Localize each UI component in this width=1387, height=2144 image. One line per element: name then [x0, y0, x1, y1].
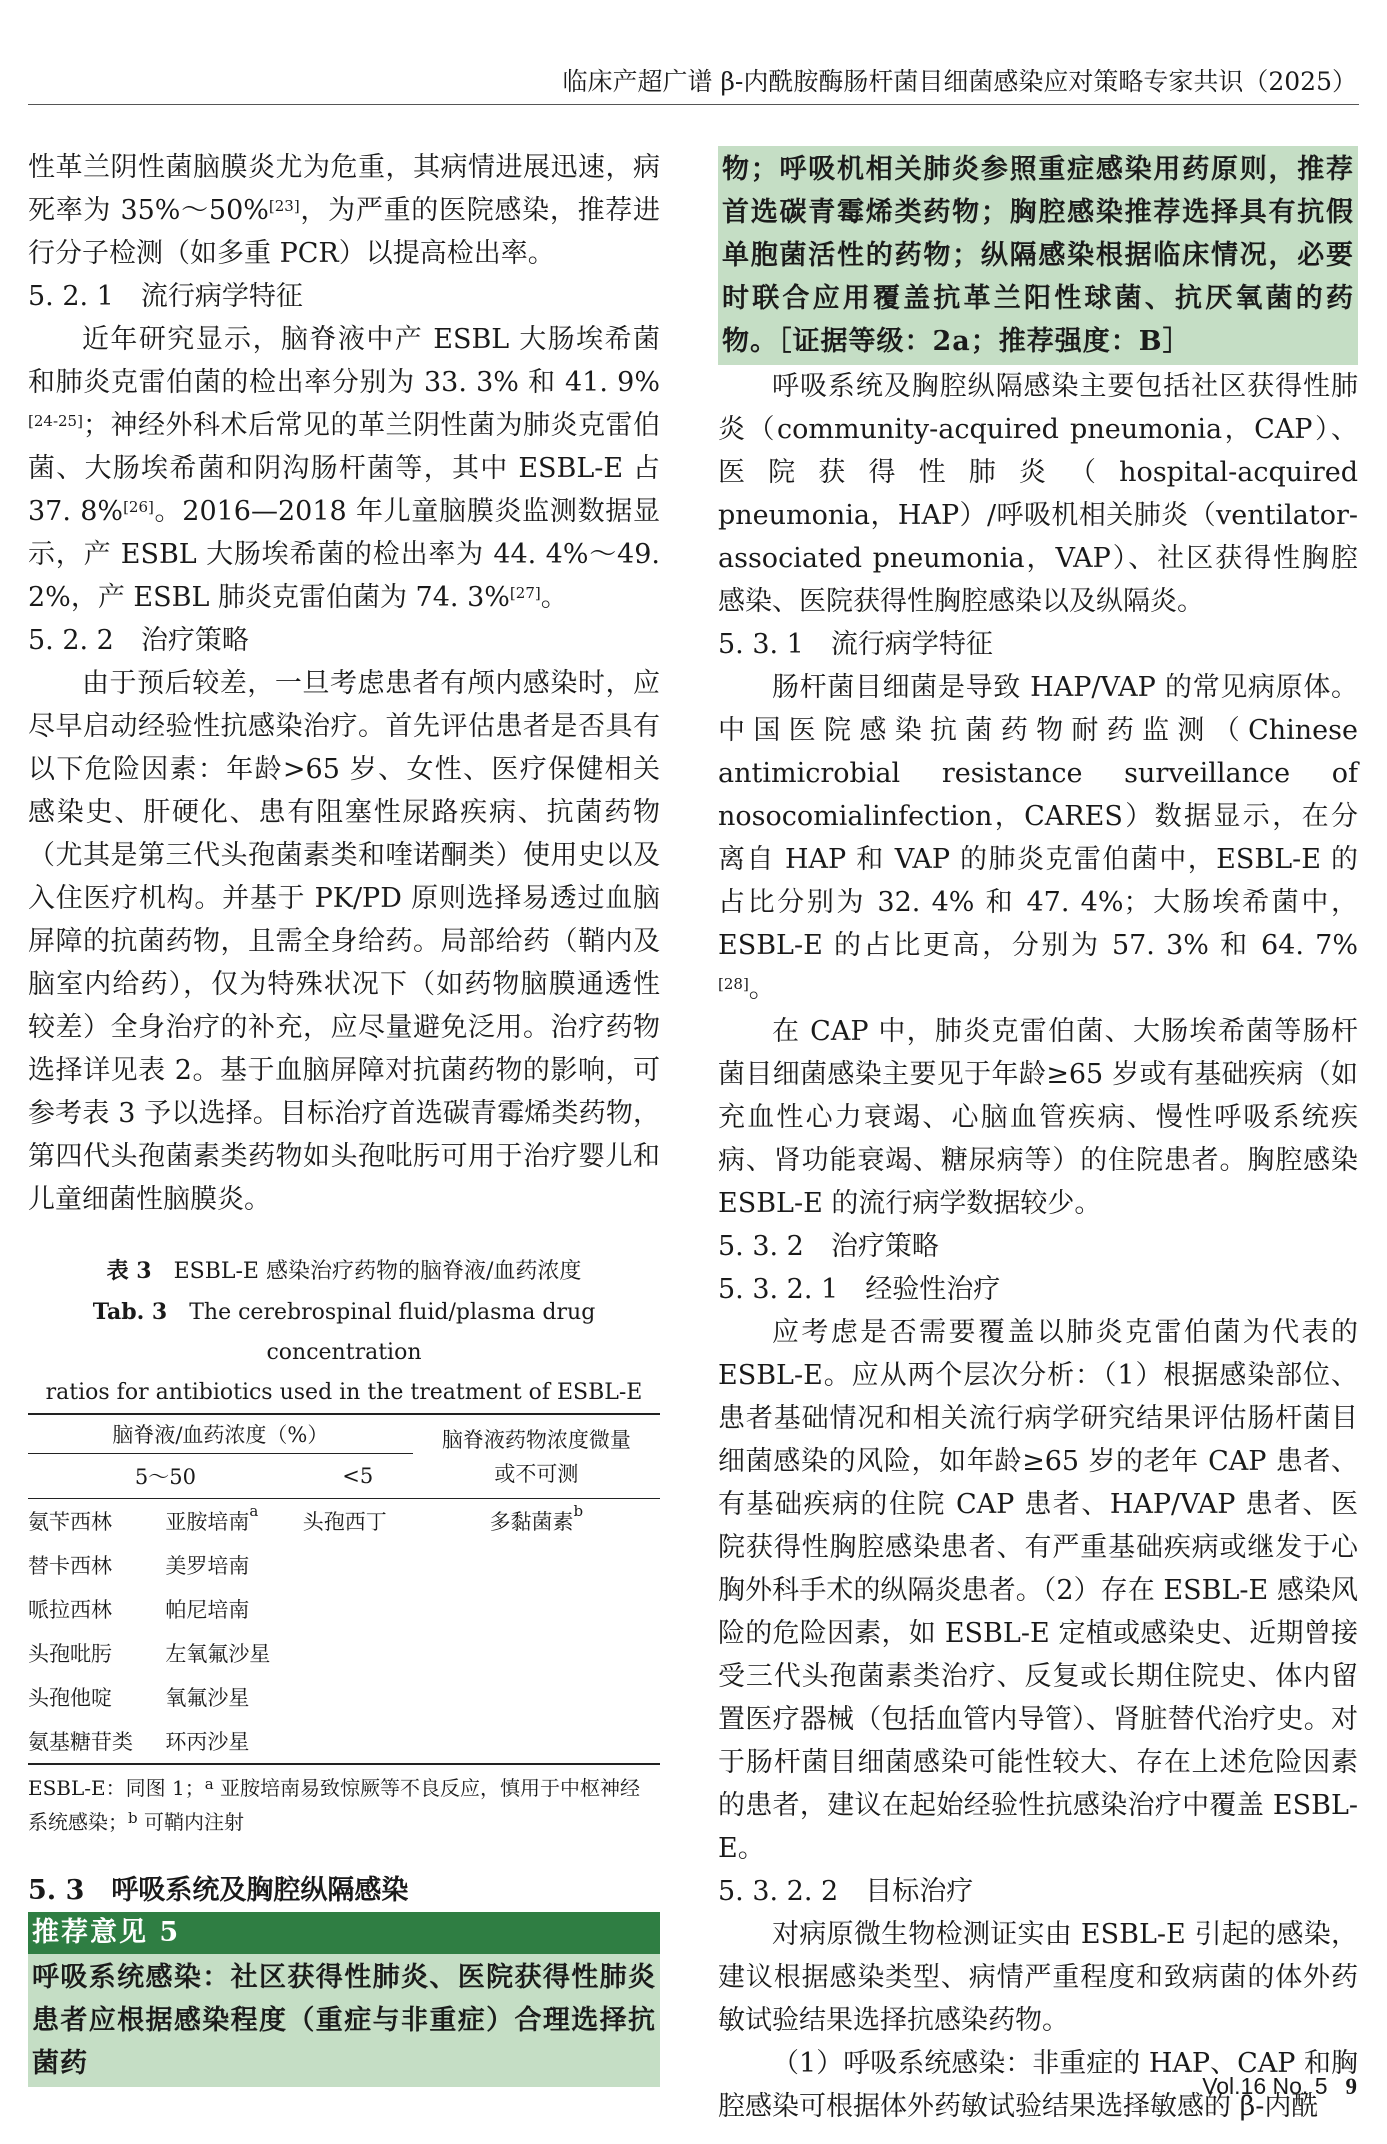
table-row [28, 1587, 660, 1631]
volume-label: Vol.16 No. 5 [1202, 2073, 1328, 2099]
table-3 [28, 1251, 660, 1839]
left-column [28, 146, 660, 2087]
citation: [27] [509, 584, 541, 602]
table-cell: 头孢吡肟 [28, 1642, 112, 1666]
table-cell [303, 1719, 413, 1764]
table-cell [413, 1719, 660, 1764]
section-heading-5-3-2-1: 5. 3. 2. 1 经验性治疗 [718, 1274, 1001, 1305]
paragraph: 应考虑是否需要覆盖以肺炎克雷伯菌为代表的 ESBL-E。应从两个层次分析：（1）根据感染部位、患者基础情况和相关流行病学研究结果评估肠杆菌目细菌感染的风险，如年龄≥65 岁的老年 CAP 患者、有基础疾病的住院 CAP 患者、HAP/VAP 患者、医院获得性胸腔感染患者、有严重基础疾病或继发于心胸外科手术的纵隔炎患者。（2）存在 ESBL-E 感染风险的危险因素，如 ESBL-E 定植或感染史、近期曾接受三代头孢菌素类治疗、反复或长期住院史、体内留置医疗器械（包括血管内导管）、肾脏替代治疗史。对于肠杆菌目细菌感染可能性较大、存在上述危险因素的患者，建议在起始经验性抗感染治疗中覆盖 ESBL-E。 [718, 1317, 1358, 1864]
recommendation-box-continued [718, 146, 1358, 365]
table-caption-en-2: ratios for antibiotics used in the treatment of ESBL-E [45, 1380, 643, 1405]
table-caption-en: Tab. 3 The cerebrospinal fluid/plasma drug concentration [92, 1299, 596, 1365]
table-caption-cn: 表 3 ESBL-E 感染治疗药物的脑脊液/血药浓度 [106, 1258, 582, 1284]
table-cell: 左氧氟沙星 [165, 1642, 271, 1666]
section-heading-5-2-1: 5. 2. 1 流行病学特征 [28, 281, 303, 312]
recommendation-box [28, 1954, 660, 2087]
citation: [23] [268, 197, 300, 215]
table-row [28, 1631, 660, 1675]
table-row [28, 1719, 660, 1764]
paragraph: （1）呼吸系统感染：非重症的 HAP、CAP 和胸腔感染可根据体外药敏试验结果选择敏感的 β-内酰 [718, 2048, 1358, 2122]
table-cell [413, 1543, 660, 1587]
recommendation-title: 推荐意见 5 [28, 1912, 660, 1954]
citation: [26] [123, 498, 154, 516]
table-cell [303, 1587, 413, 1631]
table-cell: 氨基糖苷类 [28, 1730, 133, 1754]
section-heading-5-3: 5. 3 呼吸系统及胸腔纵隔感染 [28, 1875, 409, 1906]
table-cell: 替卡西林 [28, 1554, 112, 1578]
paragraph: 由于预后较差，一旦考虑患者有颅内感染时，应尽早启动经验性抗感染治疗。首先评估患者是否具有以下危险因素：年龄>65 岁、女性、医疗保健相关感染史、肝硬化、患有阻塞性尿路疾病、抗菌药物（尤其是第三代头孢菌素类和喹诺酮类）使用史以及入住医疗机构。并基于 PK/PD 原则选择易透过血脑屏障的抗菌药物，且需全身给药。局部给药（鞘内及脑室内给药），仅为特殊状况下（如药物脑膜通透性较差）全身治疗的补充，应尽量避免泛用。治疗药物选择详见表 2。基于血脑屏障对抗菌药物的影响，可参考表 3 予以选择。目标治疗首选碳青霉烯类药物，第四代头孢菌素类药物如头孢吡肟可用于治疗婴儿和儿童细菌性脑膜炎。 [28, 668, 660, 1215]
table-cell: 头孢他啶 [28, 1686, 112, 1710]
table-header: 5～50 [134, 1465, 196, 1489]
running-header [28, 56, 1359, 105]
section-heading-5-3-2-2: 5. 3. 2. 2 目标治疗 [718, 1876, 974, 1907]
table-cell: 亚胺培南$^a$ [165, 1502, 259, 1534]
table-header: 脑脊液药物浓度微量 或不可测 [441, 1427, 631, 1486]
paragraph: 对病原微生物检测证实由 ESBL-E 引起的感染，建议根据感染类型、病情严重程度和致病菌的体外药敏试验结果选择抗感染药物。 [718, 1919, 1358, 2036]
recommendation-text: 物；呼吸机相关肺炎参照重症感染用药原则，推荐首选碳青霉烯类药物；胸腔感染推荐选择具有抗假单胞菌活性的药物；纵隔感染根据临床情况，必要时联合应用覆盖抗革兰阳性球菌、抗厌氧菌的药物。［证据等级：2a；推荐强度：B］ [722, 154, 1354, 357]
table-cell [413, 1631, 660, 1675]
paragraph: 肠杆菌目细菌是导致 HAP/VAP 的常见病原体。中国医院感染抗菌药物耐药监测（Chinese antimicrobial resistance surveillance of nosocomialinfection，CARES）数据显示，在分离自 HAP 和 VAP 的肺炎克雷伯菌中，ESBL-E 的占比分别为 32. 4% 和 47. 4%；大肠埃希菌中，ESBL-E 的占比更高，分别为 57. 3% 和 64. 7%[28]。 [718, 672, 1358, 1004]
table-cell: 氨苄西林 [28, 1510, 112, 1534]
table-cell: 头孢西丁 [302, 1510, 387, 1534]
paragraph: 呼吸系统及胸腔纵隔感染主要包括社区获得性肺炎（community-acquired pneumonia，CAP）、医院获得性肺炎（hospital-acquired pneumonia，HAP）/呼吸机相关肺炎（ventilator-associated pneumonia，VAP）、社区获得性胸腔感染、医院获得性胸腔感染以及纵隔炎。 [718, 371, 1358, 617]
table-cell [413, 1587, 660, 1631]
table-note: ESBL-E：同图 1；$^a$ 亚胺培南易致惊厥等不良反应，慎用于中枢神经系统感染；$^b$ 可鞘内注射 [28, 1775, 641, 1834]
citation: [28] [718, 975, 749, 993]
section-heading-5-3-2: 5. 3. 2 治疗策略 [718, 1231, 939, 1262]
section-heading-5-2-2: 5. 2. 2 治疗策略 [28, 625, 249, 656]
table-header: 脑脊液/血药浓度（%） [28, 1414, 413, 1454]
paragraph: 性革兰阴性菌脑膜炎尤为危重，其病情进展迅速，病死率为 35%～50%[23]，为严重的医院感染，推荐进行分子检测（如多重 PCR）以提高检出率。 [28, 152, 661, 269]
paragraph: 在 CAP 中，肺炎克雷伯菌、大肠埃希菌等肠杆菌目细菌感染主要见于年龄≥65 岁或有基础疾病（如充血性心力衰竭、心脑血管疾病、慢性呼吸系统疾病、肾功能衰竭、糖尿病等）的住院患者。胸腔感染 ESBL-E 的流行病学数据较少。 [718, 1016, 1358, 1219]
section-heading-5-3-1: 5. 3. 1 流行病学特征 [718, 629, 993, 660]
table-cell: 多黏菌素$^b$ [489, 1502, 584, 1534]
right-column [718, 146, 1358, 2128]
table-cell: 帕尼培南 [165, 1598, 250, 1622]
running-header-title: 临床产超广谱 β-内酰胺酶肠杆菌目细菌感染应对策略专家共识（2025） [562, 67, 1357, 96]
table-cell: 氧氟沙星 [165, 1686, 250, 1710]
table-cell [303, 1631, 413, 1675]
table-header: <5 [342, 1464, 374, 1488]
table-row [28, 1499, 660, 1544]
table-cell [303, 1543, 413, 1587]
table-row [28, 1543, 660, 1587]
recommendation-text: 呼吸系统感染：社区获得性肺炎、医院获得性肺炎患者应根据感染程度（重症与非重症）合理选择抗菌药 [32, 1962, 656, 2079]
table-cell: 美罗培南 [165, 1554, 250, 1578]
page-footer [1202, 2073, 1357, 2100]
page-number: 9 [1345, 2074, 1357, 2099]
paragraph: 近年研究显示，脑脊液中产 ESBL 大肠埃希菌和肺炎克雷伯菌的检出率分别为 33. 3% 和 41. 9%[24-25]；神经外科术后常见的革兰阴性菌为肺炎克雷伯菌、大肠埃希菌和阴沟肠杆菌等，其中 ESBL-E 占 37. 8%[26]。2016—2018 年儿童脑膜炎监测数据显示，产 ESBL 大肠埃希菌的检出率为 44. 4%～49. 2%，产 ESBL 肺炎克雷伯菌为 74. 3%[27]。 [28, 324, 660, 613]
table-cell [413, 1675, 660, 1719]
table-cell: 环丙沙星 [165, 1730, 250, 1754]
table-cell: 哌拉西林 [28, 1598, 112, 1622]
table [28, 1413, 660, 1765]
table-row [28, 1675, 660, 1719]
table-cell [303, 1675, 413, 1719]
citation: [24-25] [28, 412, 83, 430]
